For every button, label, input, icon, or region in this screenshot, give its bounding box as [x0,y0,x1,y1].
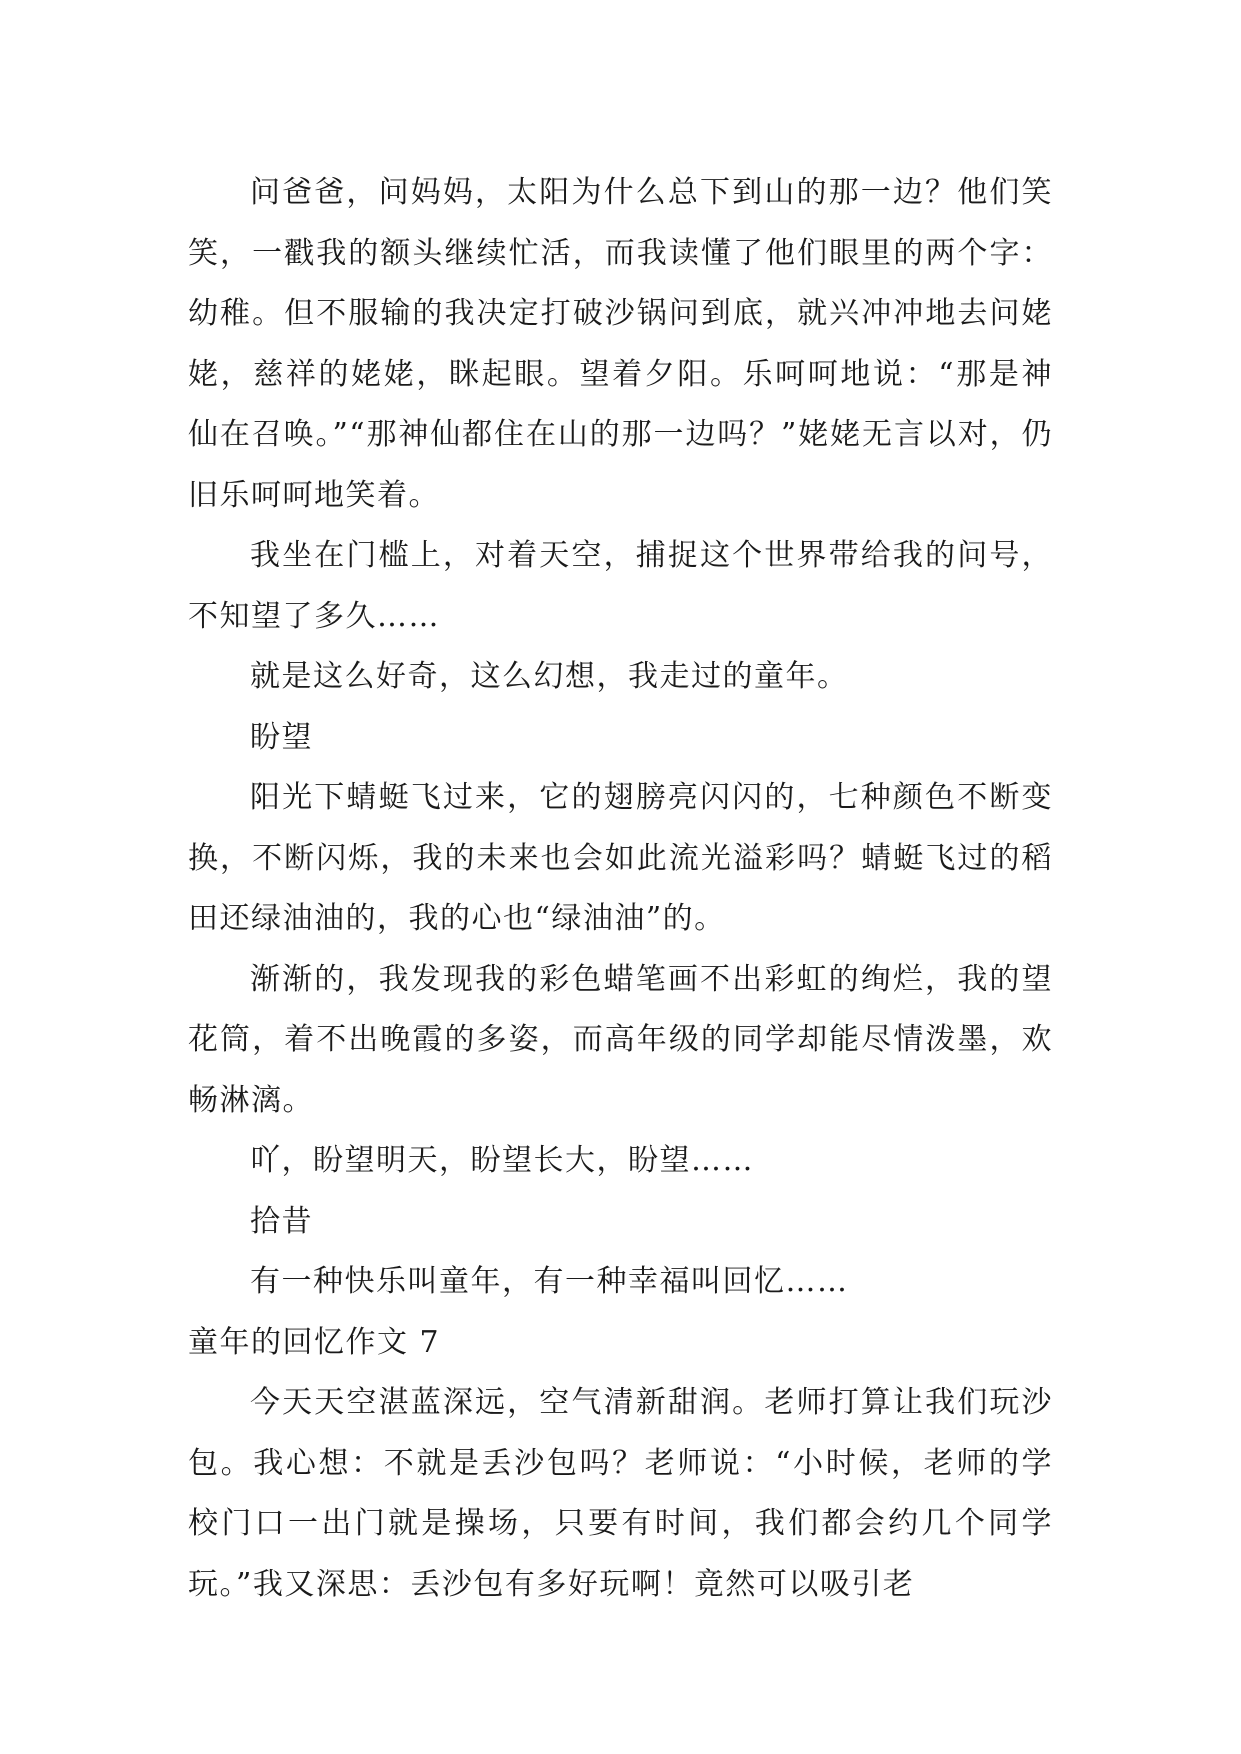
paragraph-why-sun-sets: 问爸爸，问妈妈，太阳为什么总下到山的那一边？他们笑笑，一戳我的额头继续忙活，而我读懂了他们眼里的两个字：幼稚。但不服输的我决定打破沙锅问到底，就兴冲冲地去问姥姥，慈祥的姥姥，眯起眼。望着夕阳。乐呵呵地说：“那是神仙在召唤。”“那神仙都住在山的那一边吗？”姥姥无言以对，仍旧乐呵呵地笑着。 [188,175,1053,513]
paragraph-sandbag-game: 今天天空湛蓝深远，空气清新甜润。老师打算让我们玩沙包。我心想：不就是丢沙包吗？老师说：“小时候，老师的学校门口一出门就是操场，只要有时间，我们都会约几个同学玩。”我又深思：丢沙包有多好玩啊！竟然可以吸引老 [188,1385,1053,1602]
subheading-recollection: 拾昔 [250,1203,313,1239]
paragraph-sitting-on-threshold: 我坐在门槛上，对着天空，捕捉这个世界带给我的问号，不知望了多久…… [188,538,1053,634]
paragraph-crayons: 渐渐的，我发现我的彩色蜡笔画不出彩虹的绚烂，我的望花筒，着不出晚霞的多姿，而高年级的同学却能尽情泼墨，欢畅淋漓。 [188,961,1053,1118]
paragraph-curious-childhood: 就是这么好奇，这么幻想，我走过的童年。 [250,659,849,694]
section-title: 童年的回忆作文 7 [188,1324,441,1360]
document-page [188,163,1053,1615]
paragraph-happiness-memory: 有一种快乐叫童年，有一种幸福叫回忆…… [250,1264,849,1299]
paragraph-dragonfly: 阳光下蜻蜓飞过来，它的翅膀亮闪闪的，七种颜色不断变换，不断闪烁，我的未来也会如此流光溢彩吗？蜻蜓飞过的稻田还绿油油的，我的心也“绿油油”的。 [188,780,1053,936]
paragraph-looking-forward: 吖，盼望明天，盼望长大，盼望…… [250,1143,754,1178]
subheading-longing: 盼望 [250,719,313,755]
